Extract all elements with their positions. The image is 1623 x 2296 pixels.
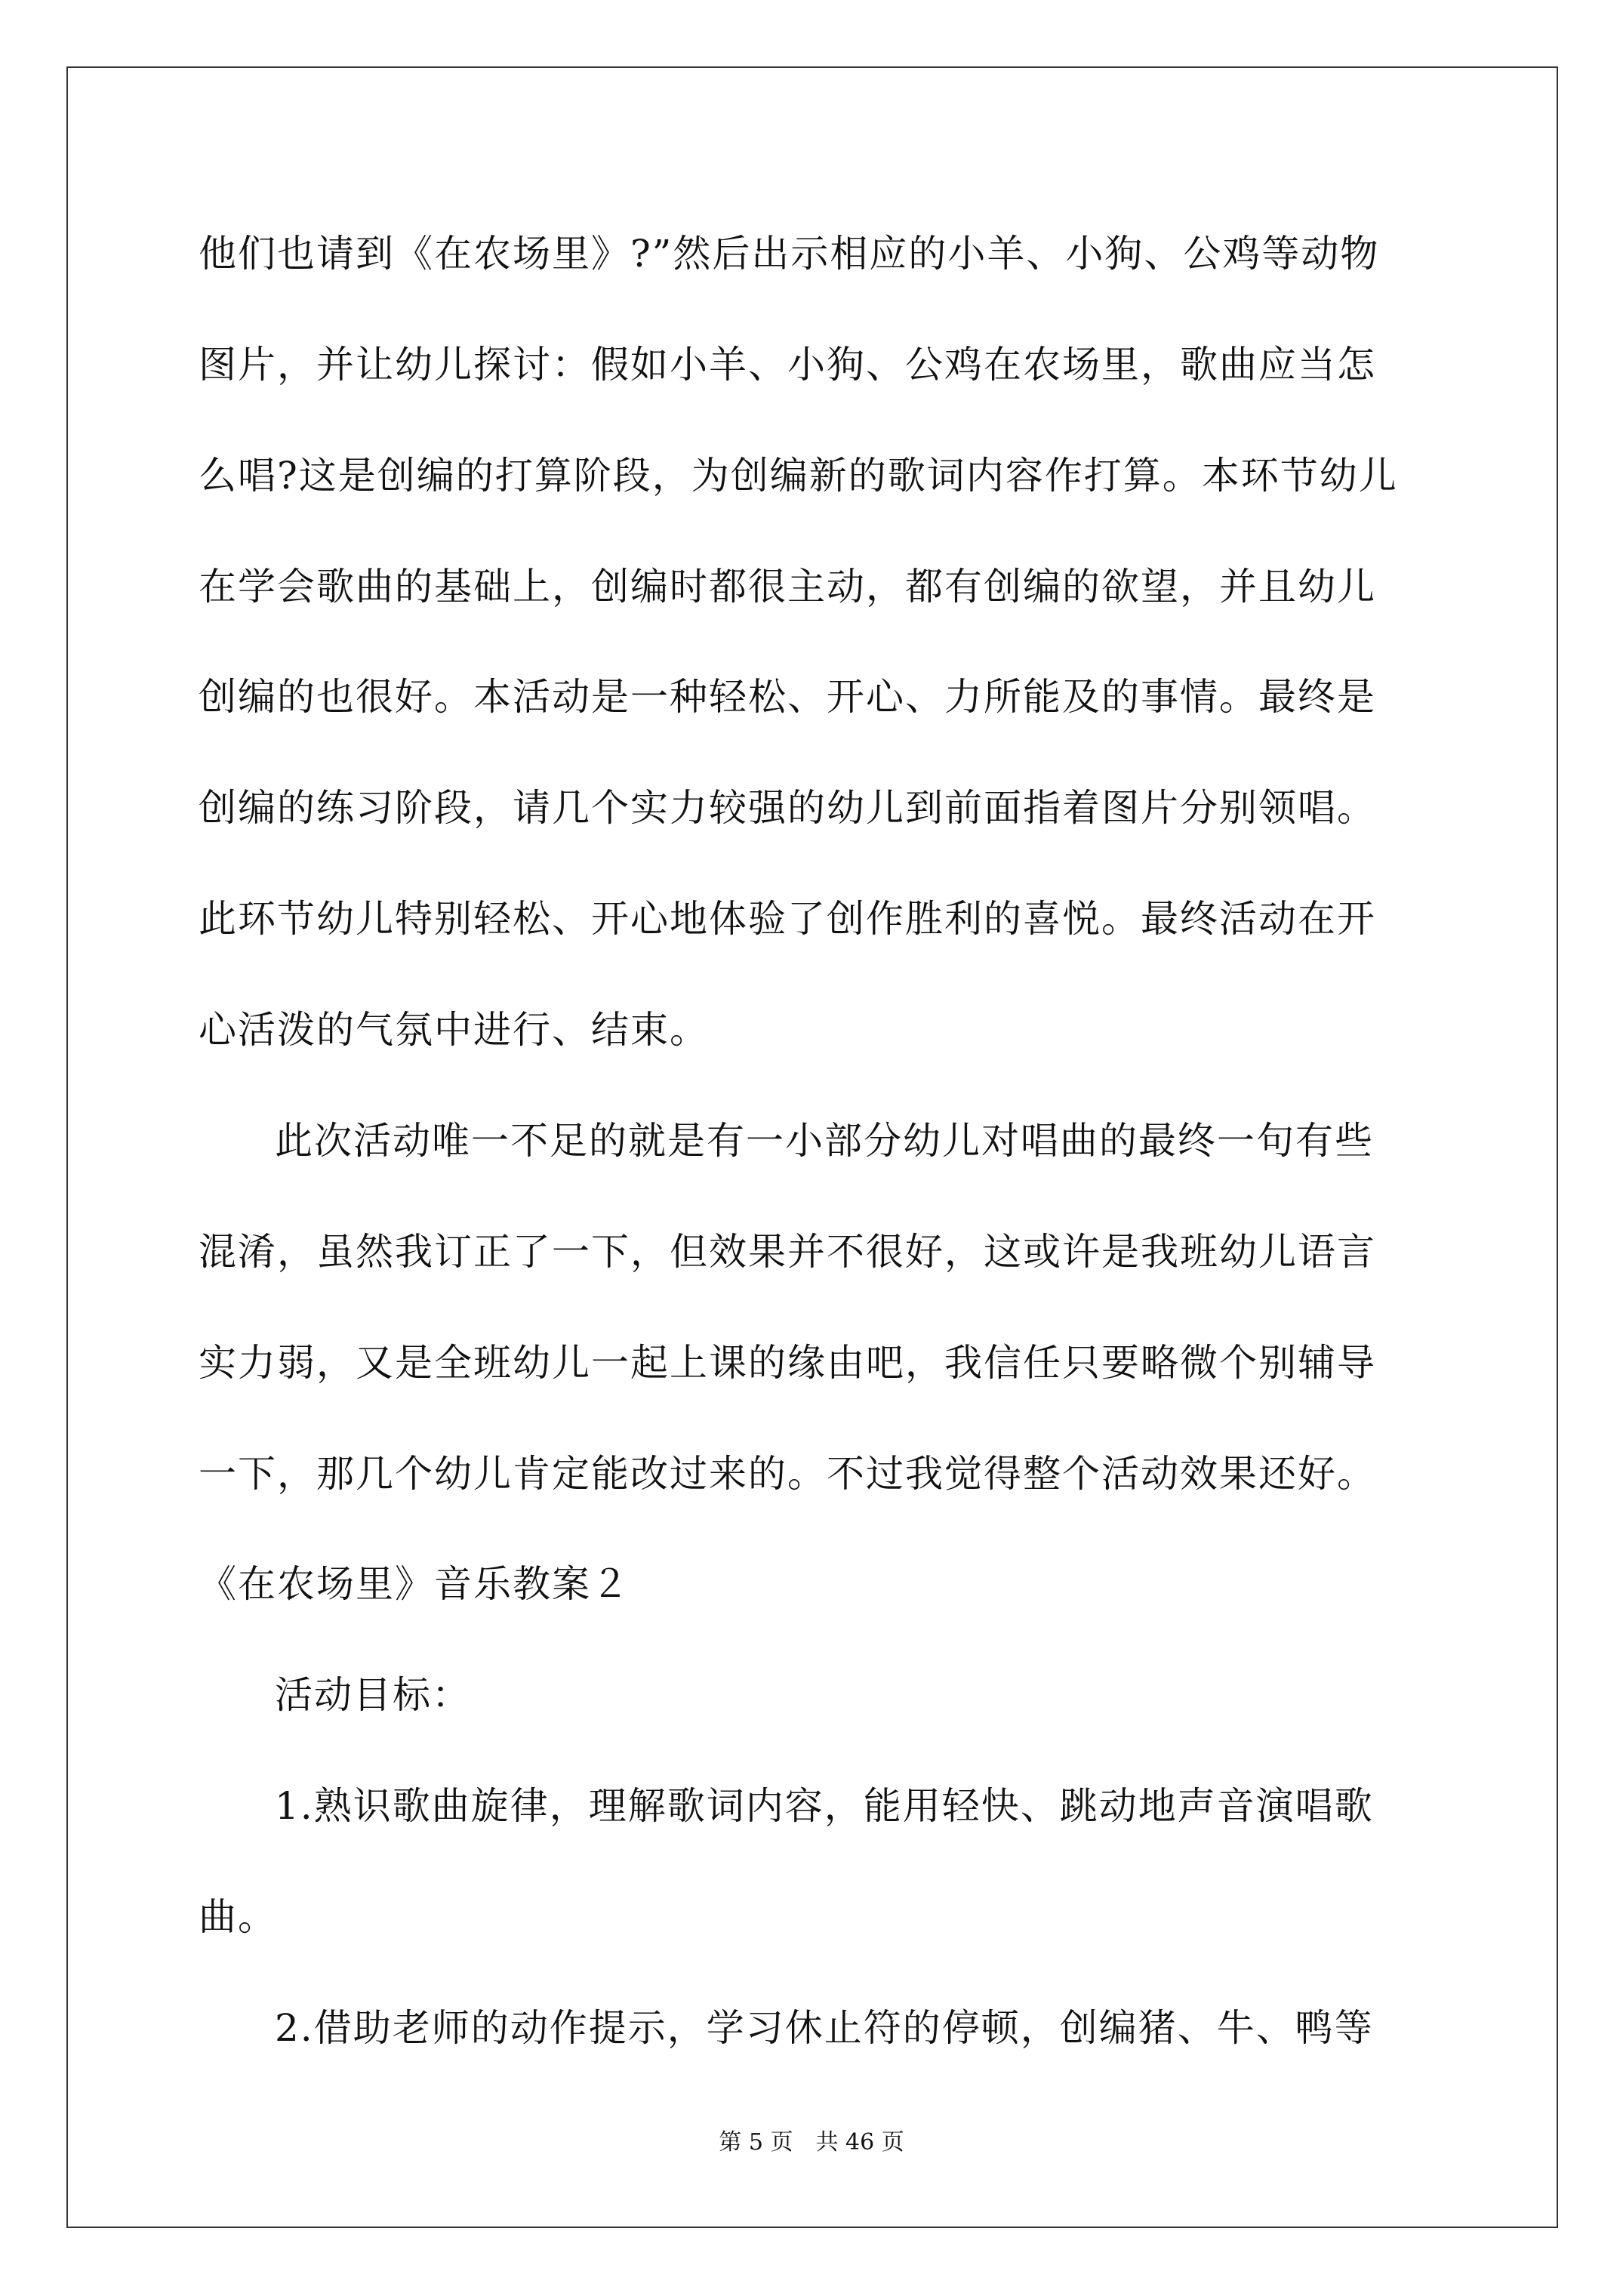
page-footer: 第 5 页 共 46 页 bbox=[719, 2129, 904, 2156]
body-line-7: 此环节幼儿特别轻松、开心地体验了创作胜利的喜悦。最终活动在开 bbox=[199, 897, 1376, 941]
section-title: 《在农场里》音乐教案２ bbox=[199, 1562, 630, 1606]
body-line-5: 创编的也很好。本活动是一种轻松、开心、力所能及的事情。最终是 bbox=[199, 675, 1376, 719]
body-line-1: 他们也请到《在农场里》?”然后出示相应的小羊、小狗、公鸡等动物 bbox=[199, 232, 1380, 276]
objective-2-line-1: 2.借助老师的动作提示，学习休止符的停顿，创编猪、牛、鸭等 bbox=[275, 2006, 1374, 2050]
paragraph-2-line-4: 一下，那几个幼儿肯定能改过来的。不过我觉得整个活动效果还好。 bbox=[199, 1452, 1376, 1496]
paragraph-2-line-2: 混淆，虽然我订正了一下，但效果并不很好，这或许是我班幼儿语言 bbox=[199, 1230, 1376, 1274]
body-line-4: 在学会歌曲的基础上，创编时都很主动，都有创编的欲望，并且幼儿 bbox=[199, 565, 1376, 609]
objectives-heading: 活动目标： bbox=[275, 1673, 471, 1717]
paragraph-2-line-1: 此次活动唯一不足的就是有一小部分幼儿对唱曲的最终一句有些 bbox=[275, 1119, 1374, 1163]
body-line-8: 心活泼的气氛中进行、结束。 bbox=[199, 1008, 709, 1052]
objective-1-line-1: 1.熟识歌曲旋律，理解歌词内容，能用轻快、跳动地声音演唱歌 bbox=[275, 1784, 1374, 1828]
paragraph-2-line-3: 实力弱，又是全班幼儿一起上课的缘由吧，我信任只要略微个别辅导 bbox=[199, 1341, 1376, 1385]
objective-1-line-2: 曲。 bbox=[199, 1895, 277, 1939]
body-line-2: 图片，并让幼儿探讨：假如小羊、小狗、公鸡在农场里，歌曲应当怎 bbox=[199, 343, 1376, 387]
body-line-6: 创编的练习阶段，请几个实力较强的幼儿到前面指着图片分别领唱。 bbox=[199, 786, 1376, 830]
body-line-3: 么唱?这是创编的打算阶段，为创编新的歌词内容作打算。本环节幼儿 bbox=[199, 454, 1398, 498]
